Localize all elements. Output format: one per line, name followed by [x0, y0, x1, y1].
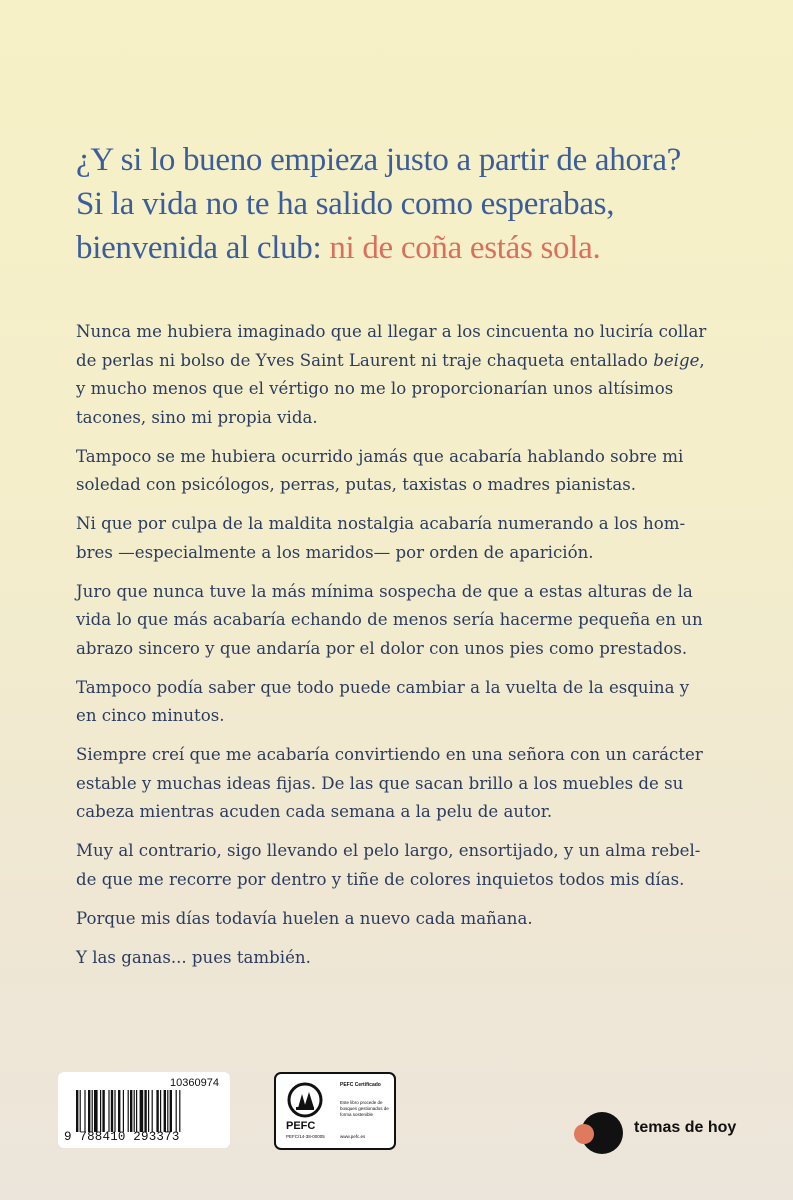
text-line: abrazo sincero y que andaría por el dolor con unos pies como prestados. — [76, 638, 688, 658]
publisher-name: temas de hoy — [634, 1119, 737, 1136]
text-line: cabeza mientras acuden cada semana a la pelu de autor. — [76, 802, 553, 821]
text-line: y mucho menos que el vértigo no me lo proporcionarían unos altísimos — [76, 379, 674, 398]
headline-line-1: ¿Y si lo bueno empieza justo a partir de ahora? — [76, 142, 682, 178]
isbn-barcode — [58, 1072, 230, 1148]
pefc-url: www.pefc.es — [340, 1134, 366, 1139]
text-line: tacones, sino mi propia vida. — [76, 407, 318, 427]
barcode-bars-icon — [76, 1090, 216, 1132]
synopsis — [76, 318, 726, 983]
emphasis: beige — [653, 350, 700, 370]
text-segment: , — [699, 350, 705, 370]
text-line: soledad con psicólogos, perras, putas, taxistas o madres pianistas. — [76, 475, 637, 494]
text-line: vida lo que más acabaría echando de menos sería hacerme pequeña en un — [76, 610, 703, 629]
pefc-description: Este libro procede de bosques gestionados de forma sostenible — [340, 1100, 389, 1117]
paragraph-3 — [76, 510, 726, 567]
text-line: Nunca me hubiera imaginado que al llegar a los cincuenta no luciría collar — [76, 322, 707, 341]
text-line — [76, 347, 726, 376]
text-segment: de perlas ni bolso de Yves Saint Laurent ni traje chaqueta entallado — [76, 350, 654, 370]
text-line: bres —especialmente a los maridos— por orden de aparición. — [76, 542, 594, 562]
text-line: estable y muchas ideas fijas. De las que sacan brillo a los muebles de su — [76, 773, 684, 793]
text-line: Tampoco podía saber que todo puede cambiar a la vuelta de la esquina y — [76, 677, 690, 697]
text-line: Y las ganas... pues también. — [76, 947, 311, 967]
text-line: Siempre creí que me acabaría convirtiendo en una señora con un carácter — [76, 745, 703, 764]
publisher-logo-icon — [570, 1108, 626, 1158]
headline-accent: ni de coña estás sola. — [329, 230, 601, 266]
paragraph-6 — [76, 741, 726, 827]
text-line: Porque mis días todavía huelen a nuevo cada mañana. — [76, 908, 533, 928]
paragraph-1 — [76, 318, 726, 432]
pefc-certification — [274, 1072, 396, 1150]
pefc-code: PEFC/14-38-00005 — [286, 1134, 325, 1139]
pefc-tree-icon — [286, 1082, 324, 1118]
headline-line-2: Si la vida no te ha salido como esperabas, — [76, 186, 615, 222]
paragraph-7 — [76, 837, 726, 894]
headline-line-3 — [76, 226, 766, 270]
text-line: en cinco minutos. — [76, 706, 225, 725]
paragraph-2 — [76, 443, 726, 500]
paragraph-9 — [76, 944, 726, 973]
text-line: Tampoco se me hubiera ocurrido jamás que acabaría hablando sobre mi — [76, 446, 684, 466]
pefc-label: PEFC — [286, 1120, 316, 1132]
paragraph-8 — [76, 905, 726, 934]
headline — [76, 138, 766, 270]
paragraph-4 — [76, 578, 726, 664]
pefc-certified: PEFC Certificado — [340, 1082, 381, 1088]
barcode-top-number: 10360974 — [170, 1077, 219, 1089]
barcode-digits: 9 788410 293373 — [64, 1130, 180, 1144]
headline-line-3-plain: bienvenida al club: — [76, 230, 330, 266]
text-line: Juro que nunca tuve la más mínima sospecha de que a estas alturas de la — [76, 581, 693, 601]
paragraph-5 — [76, 674, 726, 731]
text-line: Muy al contrario, sigo llevando el pelo largo, ensortijado, y un alma rebel- — [76, 841, 701, 860]
text-line: Ni que por culpa de la maldita nostalgia acabaría numerando a los hom- — [76, 514, 686, 533]
text-line: de que me recorre por dentro y tiñe de colores inquietos todos mis días. — [76, 869, 685, 889]
